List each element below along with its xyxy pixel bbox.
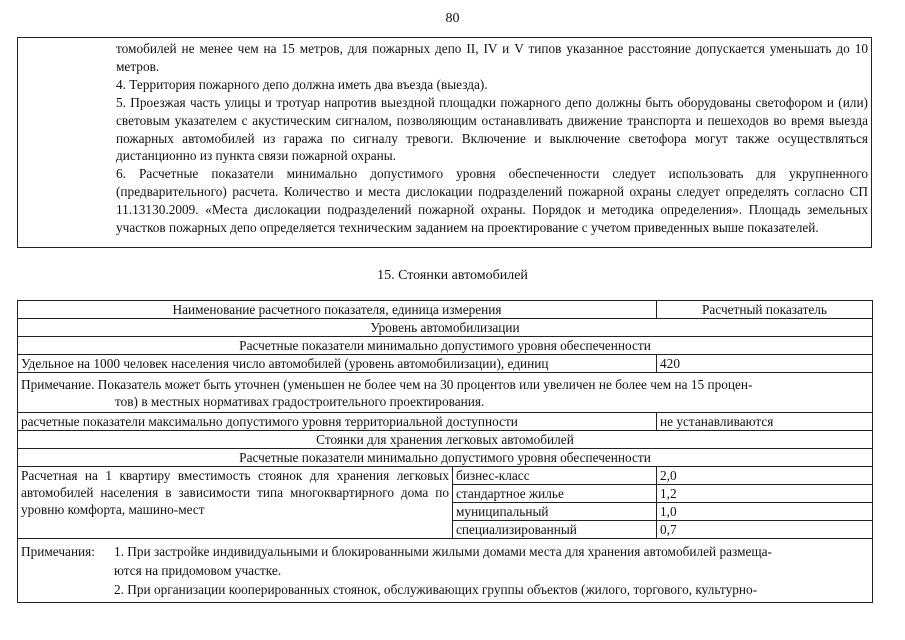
table-note-row bbox=[18, 373, 873, 413]
notes-label: Примечания: bbox=[21, 544, 95, 559]
note-parking-1-line1: 1. При застройке индивидуальными и блокированными жилыми домами места для хранения автомобилей размеща- bbox=[114, 544, 772, 559]
subsection-min-level-1: Расчетные показатели минимально допустимого уровня обеспеченности bbox=[18, 337, 873, 355]
paragraph-fire-depot-distance: томобилей не менее чем на 15 метров, для пожарных депо II, IV и V типов указанное расстояние допускается уменьшать до 10 метров. bbox=[116, 41, 868, 74]
continuation-text bbox=[116, 40, 868, 237]
note-motorization-line1: Примечание. Показатель может быть уточнен (уменьшен не более чем на 30 процентов или увеличен не более чем на 15 процен- bbox=[21, 377, 753, 392]
table-note-row bbox=[18, 539, 873, 603]
header-indicator-value: Расчетный показатель bbox=[657, 301, 873, 319]
housing-value-business: 2,0 bbox=[657, 467, 873, 485]
table-header-row bbox=[18, 301, 873, 319]
subsection-min-level-2: Расчетные показатели минимально допустимого уровня обеспеченности bbox=[18, 449, 873, 467]
continuation-text-box bbox=[17, 37, 872, 248]
table-section-row bbox=[18, 431, 873, 449]
table-row bbox=[18, 413, 873, 431]
housing-type-standard: стандартное жилье bbox=[453, 485, 657, 503]
housing-type-specialized: специализированный bbox=[453, 521, 657, 539]
parking-capacity-label: Расчетная на 1 квартиру вместимость стоянок для хранения легковых автомобилей населения в зависимости типа многоквартирного дома по уровню комфорта, машино-мест bbox=[18, 467, 453, 539]
note-motorization bbox=[18, 373, 873, 413]
table-row bbox=[18, 467, 873, 485]
table-row bbox=[18, 355, 873, 373]
max-accessibility-label: расчетные показатели максимально допустимого уровня территориальной доступности bbox=[18, 413, 657, 431]
table-subsection-row bbox=[18, 337, 873, 355]
paragraph-traffic-light: 5. Проезжая часть улицы и тротуар напротив выездной площадки пожарного депо должны быть оборудованы светофором и (или) световым указателем с акустическим сигналом, позволяющим останавливать движение транспорта и пешеходов во время выезда пожарных автомобилей из гаража по сигналу тревоги. Включение и выключение светофора могут также осуществляться дистанционно из пункта связи пожарной охраны. bbox=[116, 94, 868, 164]
note-parking-2: 2. При организации кооперированных стоянок, обслуживающих группы объектов (жилого, торгового, культурно- bbox=[114, 582, 758, 597]
housing-value-specialized: 0,7 bbox=[657, 521, 873, 539]
note-motorization-line2: тов) в местных нормативах градостроительного проектирования. bbox=[115, 394, 485, 409]
housing-value-standard: 1,2 bbox=[657, 485, 873, 503]
housing-type-business: бизнес-класс bbox=[453, 467, 657, 485]
housing-type-municipal: муниципальный bbox=[453, 503, 657, 521]
notes-parking-item1 bbox=[21, 542, 869, 561]
table-section-row bbox=[18, 319, 873, 337]
paragraph-calculation-indicators: 6. Расчетные показатели минимально допустимого уровня обеспеченности следует использовать для укрупненного (предварительного) расчета. Количество и места дислокации подразделений пожарной охраны следует определять согласно СП 11.13130.2009. «Места дислокации подразделений пожарной охраны. Порядок и методика определения». Площадь земельных участков пожарных депо определяется техническим заданием на проектирование с учетом приведенных выше показателей. bbox=[116, 166, 868, 236]
max-accessibility-value: не устанавливаются bbox=[657, 413, 873, 431]
housing-value-municipal: 1,0 bbox=[657, 503, 873, 521]
notes-parking bbox=[18, 539, 873, 603]
page-number: 80 bbox=[445, 11, 460, 26]
section-heading: 15. Стоянки автомобилей bbox=[377, 268, 528, 283]
paragraph-two-entrances: 4. Территория пожарного депо должна иметь два въезда (выезда). bbox=[116, 76, 488, 92]
section-car-storage: Стоянки для хранения легковых автомобилей bbox=[18, 431, 873, 449]
section-motorization-level: Уровень автомобилизации bbox=[18, 319, 873, 337]
table-subsection-row bbox=[18, 449, 873, 467]
parking-indicators-table bbox=[17, 300, 873, 603]
note-parking-1-line2: ются на придомовом участке. bbox=[114, 563, 282, 578]
header-indicator-name: Наименование расчетного показателя, единица измерения bbox=[18, 301, 657, 319]
motorization-label: Удельное на 1000 человек населения число автомобилей (уровень автомобилизации), единиц bbox=[18, 355, 657, 373]
motorization-value: 420 bbox=[657, 355, 873, 373]
